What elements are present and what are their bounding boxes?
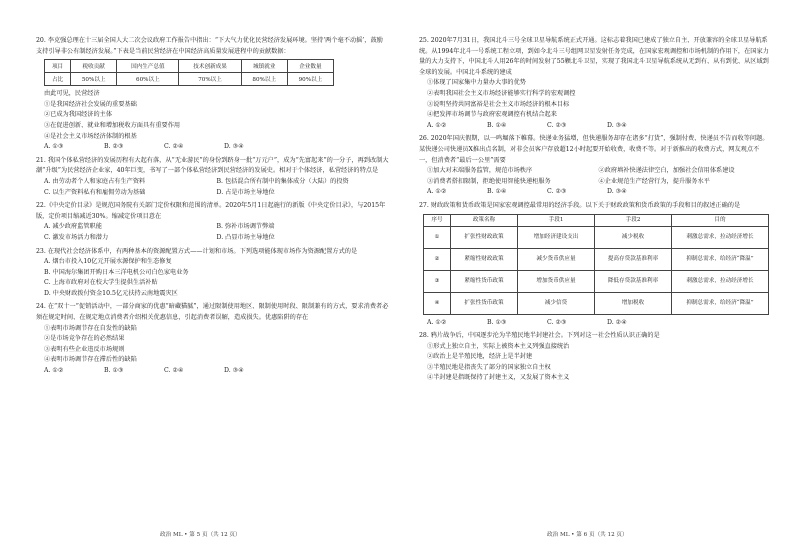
q27-options (427, 318, 770, 329)
q27-stem: 27. 财政政策和货币政策是国家宏观调控最常用的经济手段。以下关于财政政策和货币政策的手段和目的叙述正确的是 (419, 201, 741, 209)
q21-option-a[interactable]: A. 由劳动者个人和家庭占有生产资料 (44, 177, 146, 185)
q24-option-c[interactable]: C. ②④ (164, 367, 184, 375)
q27-cell: ③ (424, 270, 451, 292)
q20-option-a[interactable]: A. ①③ (44, 143, 64, 151)
q25-options (427, 121, 770, 132)
q20-item-2: ②已成为我国经济的主体 (44, 111, 113, 119)
q20-td-3: 70%以上 (179, 73, 241, 86)
q27-option-b[interactable]: B. ①③ (487, 318, 507, 326)
q27-option-d[interactable]: D. ②④ (607, 318, 627, 326)
q27-cell: 减少信贷 (518, 292, 595, 314)
q21-options-row1 (44, 177, 389, 188)
q26-item-2: ②政府填补快递法律空白，加强社会信用体系建设 (598, 167, 735, 175)
q24-item-1: ①表明市场调节存在自发性的缺陷 (44, 324, 137, 332)
q25-option-d[interactable]: D. ③④ (607, 121, 627, 129)
q26-option-b[interactable]: B. ①④ (487, 188, 507, 196)
q27-cell: 减少税收 (595, 226, 672, 248)
q20-option-d[interactable]: D. ③④ (224, 143, 244, 151)
q20-item-1: ①是我国经济社会发展的重要基础 (44, 100, 137, 108)
q27-cell: 增加经济建设支出 (518, 226, 595, 248)
q25-item-3: ③说明坚持共同富裕是社会主义市场经济的根本目标 (427, 100, 570, 108)
q20-td-4: 80%以上 (241, 73, 287, 86)
q20-table (44, 59, 334, 86)
q28-item-4: ④半封建是指既保持了封建主义，又发展了资本主义 (427, 374, 570, 382)
q20-stem: 20. 李克强总理在十三届全国人大二次会议政府工作报告中指出：“下大气力优化民营经济发展环境。坚持‘两个毫不动摇’，鼓励支持引导非公有制经济发展。”下表是当前民营经济在中国经济高质量发展进程中的贡献数据： (36, 37, 383, 55)
q26-item-1: ①加大对末端服务监管，规范市场秩序 (427, 167, 533, 175)
q23-option-c[interactable]: C. 上海市政府对在校大学生提供生活补贴 (44, 279, 158, 287)
q27-cell: ④ (424, 292, 451, 314)
q20-th-0: 项目 (45, 60, 71, 73)
q24-stem: 24. 在“双十一”促销活动中，一部分商家的优惠“暗藏猫腻”，通过限制使用地区、限制使用时段、限制兼有的方式，要求消费者必须在规定时间、在规定地点消费者介绍相关优惠信息，引起消费者误解，造成损失。优惠陷阱的存在 (36, 303, 389, 322)
q27-option-c[interactable]: C. ②③ (547, 318, 567, 326)
q22-options-row1 (44, 222, 389, 233)
q20-th-3: 技术创新成果 (179, 60, 241, 73)
q27-table (423, 214, 769, 315)
q27-cell: 紧缩性财政政策 (451, 248, 518, 270)
table-row (424, 226, 769, 248)
q22-option-a[interactable]: A. 减少政府监管职能 (44, 223, 102, 231)
q27-cell: 增加税收 (595, 292, 672, 314)
q22-stem: 22.《中央定价目录》是规范国务院有关部门定价权限和范围的清单。2020年5月1日起施行的新版《中央定价目录》，与2015年版，定价项目缩减近30%。缩减定价项目意在 (36, 202, 386, 220)
table-row (424, 270, 769, 292)
q25-item-1: ①体现了国家集中力量办大事的优势 (427, 79, 526, 87)
q28-stem: 28. 鸦片战争后，中国逐步沦为半殖民地半封建社会。下列对这一社会性质认识正确的是 (419, 332, 660, 340)
q21-option-b[interactable]: B. 包括混合所有制中的集体成分（大陆）的投资 (216, 177, 349, 185)
q27-cell: 扩张性财政政策 (451, 226, 518, 248)
q20-th-4: 城镇就业 (241, 60, 287, 73)
q26-option-c[interactable]: C. ②③ (547, 188, 567, 196)
q27-cell: 减少货币供应量 (518, 248, 595, 270)
q27-th-2: 手段1 (518, 214, 595, 226)
q20-option-c[interactable]: C. ②④ (164, 143, 184, 151)
table-row (424, 292, 769, 314)
q26-items-row1 (427, 166, 770, 177)
q24-option-b[interactable]: B. ①③ (104, 367, 124, 375)
q22-options-row2 (44, 233, 389, 244)
q24-item-3: ③表明有些企业违反市场规则 (44, 345, 125, 353)
q23-option-d[interactable]: D. 中央财政拨付资金10.5亿元扶持云南地震灾区 (44, 289, 178, 297)
q27-option-a[interactable]: A. ①② (427, 318, 447, 326)
q24-option-a[interactable]: A. ①② (44, 367, 64, 375)
q25-option-a[interactable]: A. ①② (427, 121, 447, 129)
q21-stem: 21. 我国个体私营经济的发展历程有大起有落，从“无业游民”的身份到跻身一批“万元户”，成为“先富起来”的一分子，再到改制大潮“升级”为民营经济企业家，40年巨变，书写了一部个体私营经济到民营经济的发展史。相对于个体经济，私营经济的特点是 (36, 156, 389, 175)
q27-cell: 紧缩性货币政策 (451, 270, 518, 292)
q20-item-4: ④是社会主义市场经济体制的根基 (44, 132, 137, 140)
q27-cell: 降低存贷款基准利率 (595, 270, 672, 292)
q25-item-4: ④把发挥市场调节与政府宏观调控有机结合起来 (427, 111, 557, 119)
q25-option-b[interactable]: B. ①④ (487, 121, 507, 129)
q23-stem: 23. 在现代社会经济体系中，有两种基本的资源配置方式——计划和市场。下列选项能体现市场作为资源配置方式的是 (36, 247, 358, 255)
q20-td-5: 90%以上 (287, 73, 333, 86)
q20-item-3: ③在促进创新、就业和增加税收方面具有重要作用 (44, 121, 181, 129)
q20-options (44, 142, 389, 153)
q24-item-4: ④表明市场调节存在滞后性的缺陷 (44, 356, 137, 364)
q22-option-b[interactable]: B. 弥补市场调节弊端 (216, 223, 275, 231)
right-page-footer: 政治 ML • 第 6 页（共 12 页） (547, 532, 628, 538)
q26-items-row2 (427, 177, 770, 188)
q27-cell: 刺激总需求，拉动经济增长 (672, 270, 769, 292)
q23-option-b[interactable]: B. 中国海尔集团开购日本三洋电机公司白色家电业务 (44, 268, 189, 276)
q26-item-3: ③消费者搭扣限制，拒绝使用智能快递柜服务 (427, 177, 551, 185)
q21-options-row2 (44, 188, 389, 199)
q27-th-1: 政策名称 (451, 214, 518, 226)
q26-options (427, 187, 770, 198)
q27-cell: 提高存贷款基准利率 (595, 248, 672, 270)
q27-cell: ② (424, 248, 451, 270)
q25-stem: 25. 2020年7月31日，我国北斗三号全球卫星导航系统正式开通。这标志着我国已建成了独立自主、开放兼容的全球卫星导航系统。从1994年北斗一号系统工程立项，到如今北斗三号组网卫星发射任务完成，在国家宏观调控和市场机制的作用下，在国家力量的大力支持下，中国北斗人用26年的时间发射了55颗北斗卫星，实现了我国北斗卫星导航系统从无到有、从有到优、从区域到全球的发展。中国北斗系统的建成 (419, 37, 769, 76)
q28-item-2: ②政治上是半殖民地，经济上是半封建 (427, 353, 533, 361)
q22-option-c[interactable]: C. 激发市场活力和潜力 (44, 233, 109, 241)
q20-th-2: 国内生产总值 (117, 60, 179, 73)
q22-option-d[interactable]: D. 凸显市场主导地位 (216, 233, 275, 241)
q27-cell: 刺激总需求，拉动经济增长 (672, 226, 769, 248)
q25-item-2: ②表明我国社会主义市场经济能够实行科学的宏观调控 (427, 89, 576, 97)
q28-item-3: ③半殖民地是指丧失了部分的国家独立自主权 (427, 363, 551, 371)
q20-td-2: 60%以上 (117, 73, 179, 86)
left-page-footer: 政治 ML • 第 5 页（共 12 页） (160, 532, 241, 538)
q24-options (44, 366, 389, 377)
q27-th-4: 目的 (672, 214, 769, 226)
q23-option-a[interactable]: A. 烟台市投入10亿元开展水源保护和生态修复 (44, 258, 172, 266)
q21-option-d[interactable]: D. 占是市场主导地位 (216, 188, 275, 196)
right-page (397, 0, 794, 544)
q20-td-1: 50%以上 (71, 73, 117, 86)
q27-th-0: 序号 (424, 214, 451, 226)
q25-option-c[interactable]: C. ②③ (547, 121, 567, 129)
q26-option-d[interactable]: D. ③④ (607, 188, 627, 196)
q21-option-c[interactable]: C. 以生产资料私有和雇佣劳动为基础 (44, 188, 146, 196)
q20-td-0: 占比 (45, 73, 71, 86)
q20-th-1: 税收贡献 (71, 60, 117, 73)
q28-item-1: ①形式上独立自主，实际上被资本主义列强直接统治 (427, 342, 570, 350)
q26-item-4: ④企业规范生产经营行为，提升服务水平 (598, 177, 710, 185)
q27-cell: ① (424, 226, 451, 248)
q27-cell: 抑制总需求，给经济“降温” (672, 248, 769, 270)
q27-th-3: 手段2 (595, 214, 672, 226)
q24-item-2: ②是市场竞争存在的必然结果 (44, 335, 125, 343)
q26-stem: 26. 2020年国庆假期，以一鸣堀落下帷幕。快递业务猛增，但快递服务却存在诸多“打货”，强制付费、快递员不告而收等问题。某快递公司快递员X推出点名制，对非会员客户存放超12小时起要开始收费，收费不等。对于新推出的收费方式，网友观点不一，但消费者“最后一公里”需要 (419, 135, 769, 164)
q20-option-b[interactable]: B. ②③ (104, 143, 124, 151)
q26-option-a[interactable]: A. ①② (427, 188, 447, 196)
q24-option-d[interactable]: D. ③④ (224, 367, 244, 375)
q27-cell: 扩张性货币政策 (451, 292, 518, 314)
table-row (424, 248, 769, 270)
q20-lead: 由此可见，民营经济 (44, 90, 100, 98)
q27-cell: 增加货币供应量 (518, 270, 595, 292)
q20-th-5: 企业数量 (287, 60, 333, 73)
q27-cell: 抑制总需求，给经济“降温” (672, 292, 769, 314)
